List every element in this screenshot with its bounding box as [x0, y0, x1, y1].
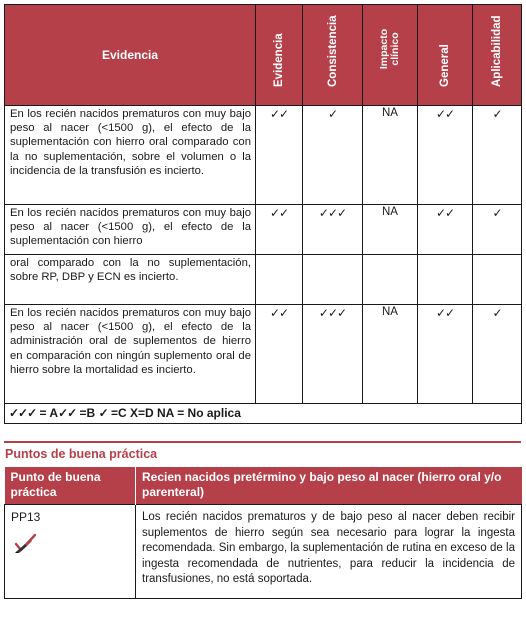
good-practice-header-row [5, 467, 522, 505]
evidence-text: En los recién nacidos prematuros con muy bajo peso al nacer (<1500 g), el efecto de la suplementación con hierro oral comparado con la no suplementación, sobre el volumen o la incidencia de la transfusión es incierto. [5, 106, 256, 205]
good-practice-code: PP13 [11, 510, 41, 524]
rating-aplicabilidad: ✓ [473, 106, 522, 205]
table-row [5, 505, 522, 599]
column-header-general: General [418, 5, 473, 106]
rating-aplicabilidad: ✓ [473, 205, 522, 255]
rating-consistencia [303, 255, 363, 305]
legend-eq-a: = A [39, 406, 59, 420]
rating-impacto-clinico [363, 255, 418, 305]
rating-general [418, 255, 473, 305]
pen-checkmark-icon [13, 532, 39, 554]
rating-evidencia: ✓✓ [256, 106, 303, 205]
table-row [5, 255, 522, 305]
rating-impacto-clinico: NA [363, 305, 418, 404]
rating-evidencia: ✓✓ [256, 205, 303, 255]
evidence-text: oral comparado con la no suplementación, sobre RP, DBP y ECN es incierto. [5, 255, 256, 305]
evidence-header: Evidencia [5, 5, 256, 106]
rating-consistencia: ✓ [303, 106, 363, 205]
legend-rest: =C X=D NA = No aplica [110, 406, 241, 420]
good-practice-text: Los recién nacidos prematuros y de bajo peso al nacer deben recibir suplementos de hierro según sea necesario para lograr la ingesta recomendada. Sin embargo, la suplementación de rutina en exceso de la ingesta recomendada de nutrientes, para reducir la incidencia de transfusiones, no está soportada. [136, 505, 522, 599]
good-practice-code-cell [5, 505, 136, 599]
column-header-impacto-clinico: Impacto clínico [363, 5, 418, 106]
good-practice-header-right: Recien nacidos pretérmino y bajo peso al nacer (hierro oral y/o parenteral) [136, 467, 522, 505]
legend-marks-b: ✓✓ [58, 406, 77, 420]
column-header-aplicabilidad: Aplicabilidad [473, 5, 522, 106]
section-divider [4, 441, 521, 443]
column-header-consistencia: Consistencia [303, 5, 363, 106]
legend-marks-a: ✓✓✓ [9, 406, 37, 420]
good-practice-title: Puntos de buena práctica [5, 447, 158, 461]
table-row [5, 106, 522, 205]
rating-evidencia: ✓✓ [256, 305, 303, 404]
rating-impacto-clinico: NA [363, 106, 418, 205]
evidence-text: En los recién nacidos prematuros con muy bajo peso al nacer (<1500 g), el efecto de la suplementación con hierro [5, 205, 256, 255]
legend-marks-c: ✓ [98, 406, 108, 420]
evidence-text: En los recién nacidos prematuros con muy bajo peso al nacer (<1500 g), el efecto de la administración oral de suplementos de hierro en comparación con ningún suplemento oral de hierro sobre la mortalidad es incierto. [5, 305, 256, 404]
rating-impacto-clinico: NA [363, 205, 418, 255]
table-row [5, 305, 522, 404]
legend-eq-b: =B [79, 406, 96, 420]
rating-aplicabilidad: ✓ [473, 305, 522, 404]
evidence-table [4, 4, 522, 424]
evidence-header-row [5, 5, 522, 106]
rating-legend [5, 404, 522, 424]
good-practice-table [4, 467, 522, 599]
rating-consistencia: ✓✓✓ [303, 305, 363, 404]
good-practice-header-left: Punto de buena práctica [5, 467, 136, 505]
rating-general: ✓✓ [418, 205, 473, 255]
rating-general: ✓✓ [418, 305, 473, 404]
column-header-evidencia: Evidencia [256, 5, 303, 106]
rating-evidencia [256, 255, 303, 305]
legend-row [5, 404, 522, 424]
rating-general: ✓✓ [418, 106, 473, 205]
rating-aplicabilidad [473, 255, 522, 305]
table-row [5, 205, 522, 255]
rating-consistencia: ✓✓✓ [303, 205, 363, 255]
